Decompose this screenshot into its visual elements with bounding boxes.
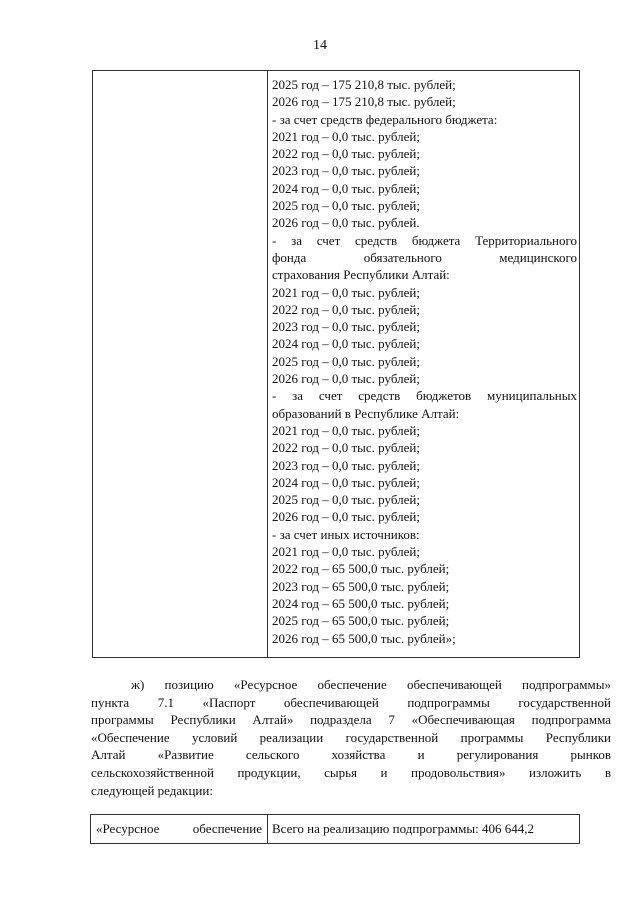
page-number: 14 — [313, 38, 327, 53]
funding-table — [92, 70, 580, 658]
paragraph-line: следующей редакции: — [91, 782, 213, 798]
column-divider — [267, 71, 268, 657]
funding-line: образований в Республике Алтай: — [272, 405, 460, 421]
paragraph-line: ж) позицию «Ресурсное обеспечение обеспечивающей подпрограммы» — [131, 677, 611, 692]
funding-line: 2024 год – 65 500,0 тыс. рублей; — [272, 595, 450, 611]
funding-line: - за счет средств бюджета Территориального — [272, 232, 577, 248]
funding-line: 2025 год – 0,0 тыс. рублей; — [272, 353, 420, 369]
funding-line: 2024 год – 0,0 тыс. рублей; — [272, 336, 420, 352]
column-divider — [267, 815, 268, 843]
resource-value-cell: Всего на реализацию подпрограммы: 406 644,2 — [272, 821, 534, 836]
funding-line: 2025 год – 0,0 тыс. рублей; — [272, 198, 420, 214]
funding-line: страхования Республики Алтай: — [272, 267, 450, 283]
funding-line: 2022 год – 0,0 тыс. рублей; — [272, 146, 420, 162]
funding-line: 2025 год – 0,0 тыс. рублей; — [272, 492, 420, 508]
paragraph-line: «Обеспечение условий реализации государственной программы Республики — [91, 729, 611, 745]
funding-line: 2024 год – 0,0 тыс. рублей; — [272, 474, 420, 490]
funding-line: 2023 год – 0,0 тыс. рублей; — [272, 457, 420, 473]
amendment-paragraph — [91, 676, 611, 799]
resource-label-cell: «Ресурсное обеспечение — [96, 821, 262, 836]
paragraph-line: Алтай «Развитие сельского хозяйства и регулирования рынков — [91, 747, 611, 763]
funding-line: 2026 год – 175 210,8 тыс. рублей; — [272, 94, 456, 110]
funding-line: 2022 год – 0,0 тыс. рублей; — [272, 301, 420, 317]
funding-line: 2026 год – 0,0 тыс. рублей; — [272, 371, 420, 387]
funding-line: 2022 год – 0,0 тыс. рублей; — [272, 440, 420, 456]
funding-line: 2021 год – 0,0 тыс. рублей; — [272, 128, 420, 144]
funding-line: 2022 год – 65 500,0 тыс. рублей; — [272, 561, 450, 577]
funding-line: 2026 год – 0,0 тыс. рублей. — [272, 215, 420, 231]
paragraph-line: программы Республики Алтай» подраздела 7 «Обеспечивающая подпрограмма — [91, 712, 611, 728]
funding-line: 2024 год – 0,0 тыс. рублей; — [272, 180, 420, 196]
funding-line: 2025 год – 65 500,0 тыс. рублей; — [272, 613, 450, 629]
paragraph-line: сельскохозяйственной продукции, сырья и продовольствия» изложить в — [91, 764, 611, 780]
funding-line: 2021 год – 0,0 тыс. рублей; — [272, 544, 420, 560]
resource-table — [90, 814, 580, 844]
paragraph-line: пункта 7.1 «Паспорт обеспечивающей подпрограммы государственной — [91, 694, 611, 710]
funding-line: 2021 год – 0,0 тыс. рублей; — [272, 422, 420, 438]
funding-line: 2026 год – 0,0 тыс. рублей; — [272, 509, 420, 525]
funding-line: фонда обязательного медицинского — [272, 249, 577, 265]
funding-line: 2023 год – 0,0 тыс. рублей; — [272, 319, 420, 335]
funding-line: - за счет иных источников: — [272, 526, 420, 542]
funding-line: 2021 год – 0,0 тыс. рублей; — [272, 284, 420, 300]
funding-line: - за счет средств федерального бюджета: — [272, 111, 498, 127]
funding-line: 2023 год – 65 500,0 тыс. рублей; — [272, 578, 450, 594]
funding-line: - за счет средств бюджетов муниципальных — [272, 388, 577, 404]
funding-line: 2023 год – 0,0 тыс. рублей; — [272, 163, 420, 179]
funding-line: 2025 год – 175 210,8 тыс. рублей; — [272, 77, 456, 92]
funding-cell-right — [272, 76, 577, 647]
funding-line: 2026 год – 65 500,0 тыс. рублей»; — [272, 630, 456, 646]
